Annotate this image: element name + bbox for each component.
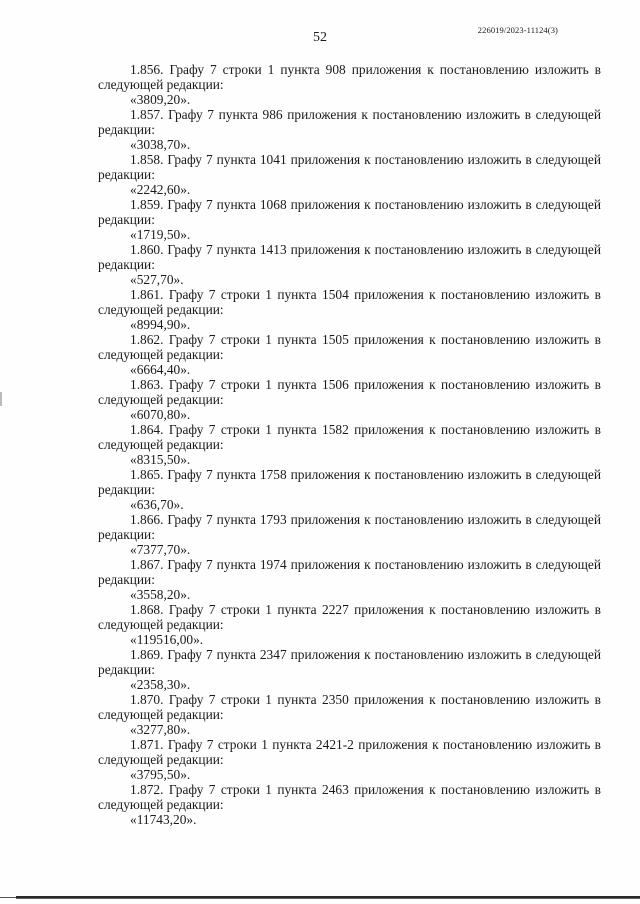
item-text: 1.858. Графу 7 пункта 1041 приложения к постановлению изложить в следующей редакции: [98, 152, 601, 182]
item-value: «8994,90». [130, 317, 191, 332]
list-item [98, 197, 601, 242]
list-item [98, 107, 601, 152]
item-value: «7377,70». [130, 542, 191, 557]
item-value: «3795,50». [130, 767, 191, 782]
item-text: 1.859. Графу 7 пункта 1068 приложения к постановлению изложить в следующей редакции: [98, 197, 601, 227]
scan-edge-mark [0, 392, 2, 406]
list-item [98, 692, 601, 737]
item-value: «636,70». [130, 497, 184, 512]
item-text: 1.862. Графу 7 строки 1 пункта 1505 приложения к постановлению изложить в следующей редакции: [98, 332, 601, 362]
list-item [98, 287, 601, 332]
item-text: 1.857. Графу 7 пункта 986 приложения к постановлению изложить в следующей редакции: [98, 107, 601, 137]
item-value: «6664,40». [130, 362, 191, 377]
item-value: «527,70». [130, 272, 184, 287]
item-text: 1.871. Графу 7 строки 1 пункта 2421-2 приложения к постановлению изложить в следующей редакции: [98, 737, 601, 767]
document-id: 226019/2023-11124(3) [477, 25, 558, 35]
document-body [98, 62, 601, 827]
list-item [98, 467, 601, 512]
list-item [98, 62, 601, 107]
list-item [98, 332, 601, 377]
page-number: 52 [313, 30, 327, 45]
item-value: «2358,30». [130, 677, 191, 692]
list-item [98, 737, 601, 782]
item-value: «3809,20». [130, 92, 191, 107]
item-text: 1.870. Графу 7 строки 1 пункта 2350 приложения к постановлению изложить в следующей редакции: [98, 692, 601, 722]
item-value: «3038,70». [130, 137, 191, 152]
list-item [98, 647, 601, 692]
item-text: 1.866. Графу 7 пункта 1793 приложения к постановлению изложить в следующей редакции: [98, 512, 601, 542]
item-value: «11743,20». [130, 812, 197, 827]
list-item [98, 602, 601, 647]
list-item [98, 512, 601, 557]
item-text: 1.860. Графу 7 пункта 1413 приложения к постановлению изложить в следующей редакции: [98, 242, 601, 272]
item-value: «2242,60». [130, 182, 191, 197]
item-text: 1.869. Графу 7 пункта 2347 приложения к постановлению изложить в следующей редакции: [98, 647, 601, 677]
item-text: 1.867. Графу 7 пункта 1974 приложения к постановлению изложить в следующей редакции: [98, 557, 601, 587]
item-text: 1.865. Графу 7 пункта 1758 приложения к постановлению изложить в следующей редакции: [98, 467, 601, 497]
list-item [98, 422, 601, 467]
item-text: 1.868. Графу 7 строки 1 пункта 2227 приложения к постановлению изложить в следующей редакции: [98, 602, 601, 632]
item-text: 1.863. Графу 7 строки 1 пункта 1506 приложения к постановлению изложить в следующей редакции: [98, 377, 601, 407]
item-value: «1719,50». [130, 227, 191, 242]
list-item [98, 782, 601, 827]
item-value: «119516,00». [130, 632, 204, 647]
item-text: 1.864. Графу 7 строки 1 пункта 1582 приложения к постановлению изложить в следующей редакции: [98, 422, 601, 452]
item-text: 1.872. Графу 7 строки 1 пункта 2463 приложения к постановлению изложить в следующей редакции: [98, 782, 601, 812]
item-text: 1.861. Графу 7 строки 1 пункта 1504 приложения к постановлению изложить в следующей редакции: [98, 287, 601, 317]
item-value: «8315,50». [130, 452, 191, 467]
list-item [98, 242, 601, 287]
list-item [98, 152, 601, 197]
list-item [98, 377, 601, 422]
scan-bottom-edge [16, 896, 640, 899]
item-value: «3558,20». [130, 587, 191, 602]
item-value: «3277,80». [130, 722, 191, 737]
item-text: 1.856. Графу 7 строки 1 пункта 908 приложения к постановлению изложить в следующей редакции: [98, 62, 601, 92]
item-value: «6070,80». [130, 407, 191, 422]
list-item [98, 557, 601, 602]
